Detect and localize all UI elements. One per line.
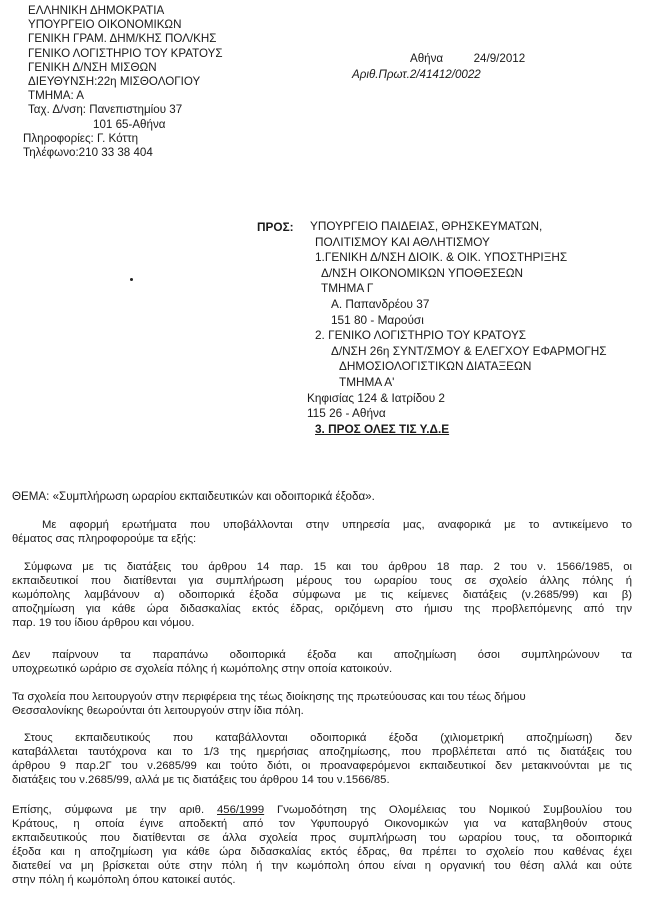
subject-line: ΘΕΜΑ: «Συμπλήρωση ωραρίου εκπαιδευτικών και οδοιπορικά έξοδα». xyxy=(12,490,375,503)
body-line: Στους εκπαιδευτικούς που καταβάλλονται οδοιπορικά έξοδα (χιλιομετρική αποζημίωση) δεν xyxy=(24,732,632,744)
body-line: Κράτους, η οποία έγινε αποδεκτή από τον Υφυπουργό Οικονομικών για να καταβληθούν στους xyxy=(12,817,632,830)
recipient-line: 2. ΓΕΝΙΚΟ ΛΟΓΙΣΤΗΡΙΟ ΤΟΥ ΚΡΑΤΟΥΣ xyxy=(315,328,527,343)
sender-line: ΓΕΝΙΚΗ Δ/ΝΣΗ ΜΙΣΘΩΝ xyxy=(28,60,157,74)
recipients-label: ΠΡΟΣ: xyxy=(257,220,294,234)
sender-line: ΓΕΝΙΚΗ ΓΡΑΜ. ΔΗΜ/ΚΗΣ ΠΟΛ/ΚΗΣ xyxy=(28,32,217,46)
body-line: έξοδα και η αποζημίωση για κάθε ώρα διδασκαλίας εκτός έδρας, θα πρέπει το σχολείο που καθένας έχει xyxy=(12,845,632,858)
body-line: διατάξεις του ν.2685/99, αλλά με τις διατάξεις του άρθρου 14 του ν.1566/85. xyxy=(12,773,390,786)
recipient-line: Α. Παπανδρέου 37 xyxy=(331,296,430,311)
recipient-line: Κηφισίας 124 & Ιατρίδου 2 xyxy=(307,390,445,405)
body-line: εκπαιδευτικοί που διατίθενται για συμπλήρωση μέρους του ωραρίου τους σε σχολείο άλλης πόλης ή xyxy=(12,574,632,587)
sender-line: 101 65-Αθήνα xyxy=(93,117,166,131)
body-paragraph-3 xyxy=(12,649,632,677)
body-line: θέματος σας πληροφορούμε τα εξής: xyxy=(12,532,197,545)
body-line: αποζημίωση για κάθε ώρα διδασκαλίας εκτός έδρας, οριζόμενη στο ήμισυ της προβλεπόμενης από την xyxy=(12,602,632,615)
sender-line: Ταχ. Δ/νση: Πανεπιστημίου 37 xyxy=(28,103,183,117)
recipient-line: 115 26 - Αθήνα xyxy=(307,406,386,421)
body-paragraph-2 xyxy=(12,561,632,631)
scan-speck xyxy=(130,278,133,281)
body-line: διατεθεί να μη βρίσκεται ούτε στην πόλη ή την κωμόπολη όπου είναι η οργανική του θέση αλλά και ούτε xyxy=(12,859,632,872)
recipient-line: 151 80 - Μαρούσι xyxy=(331,312,424,327)
body-line: στην πόλη ή κωμόπολη όπου κατοικεί αυτός. xyxy=(12,873,236,886)
body-line: Δεν παίρνουν τα παραπάνω οδοιπορικά έξοδα και αποζημίωση όσοι συμπληρώνουν τα xyxy=(12,649,632,661)
sender-line: ΕΛΛΗΝΙΚΗ ΔΗΜΟΚΡΑΤΙΑ xyxy=(28,4,165,17)
body-line: Τα σχολεία που λειτουργούν στην περιφέρεια της τέως διοίκησης της πρωτεύουσας και του τέως δήμου xyxy=(12,691,526,703)
place: Αθήνα xyxy=(410,52,444,65)
body-line: καταβάλλεται ταυτόχρονα και το 1/3 της ημερήσιας αποζημίωσης, που προβλέπεται από τις διατάξεις του xyxy=(12,745,632,758)
recipient-line: ΔΗΜΟΣΙΟΛΟΓΙΣΤΙΚΩΝ ΔΙΑΤΑΞΕΩΝ xyxy=(339,359,532,374)
recipient-line: ΤΜΗΜΑ Α' xyxy=(339,374,395,389)
date: 24/9/2012 xyxy=(473,52,526,65)
sender-line: ΥΠΟΥΡΓΕΙΟ ΟΙΚΟΝΟΜΙΚΩΝ xyxy=(28,18,182,32)
opinion-reference: 456/1999 xyxy=(217,804,265,816)
body-line: Θεσσαλονίκης θεωρούνται ότι λειτουργούν στην ίδια πόλη. xyxy=(12,704,304,717)
protocol-number: Αριθ.Πρωτ.2/41412/0022 xyxy=(352,68,481,81)
body-line: υποχρεωτικό ωράριο σε σχολεία πόλης ή κωμόπολης στην οποία κατοικούν. xyxy=(12,662,393,675)
body-line: άρθρου 9 παρ.2Γ του ν.2685/99 και τούτο διότι, οι προαναφερόμενοι εκπαιδευτικοί δεν μετακινούνται με τις xyxy=(12,759,632,772)
recipient-line: ΤΜΗΜΑ Γ xyxy=(321,281,374,296)
sender-line: Πληροφορίες: Γ. Κόττη xyxy=(23,131,139,145)
body-paragraph-4 xyxy=(12,691,632,719)
recipients-block xyxy=(307,219,607,437)
sender-line: ΓΕΝΙΚΟ ΛΟΓΙΣΤΗΡΙΟ ΤΟΥ ΚΡΑΤΟΥΣ xyxy=(28,46,223,60)
recipient-line: Δ/ΝΣΗ ΟΙΚΟΝΟΜΙΚΩΝ ΥΠΟΘΕΣΕΩΝ xyxy=(321,265,524,280)
sender-line: ΔΙΕΥΘΥΝΣΗ:22η ΜΙΣΘΟΛΟΓΙΟΥ xyxy=(28,75,201,89)
recipient-line: ΠΟΛΙΤΙΣΜΟΥ ΚΑΙ ΑΘΛΗΤΙΣΜΟΥ xyxy=(315,234,490,249)
body-line: Σύμφωνα με τις διατάξεις του άρθρου 14 παρ. 15 και του άρθρου 18 παρ. 2 του ν. 1566/1985, οι xyxy=(24,561,632,573)
body-line: παρ. 19 του ίδιου άρθρου και νόμου. xyxy=(12,616,195,629)
sender-block xyxy=(23,4,223,160)
body-paragraph-5 xyxy=(12,732,632,788)
place-date xyxy=(410,52,525,65)
sender-line: ΤΜΗΜΑ: Α xyxy=(28,89,85,103)
sender-line: Τηλέφωνο:210 33 38 404 xyxy=(23,146,153,160)
body-line: εκπαιδευτικούς που διατίθενται σε άλλα σχολεία προς συμπλήρωση του ωραρίου τους, τα οδοιπορικά xyxy=(12,831,632,844)
recipient-line: 3. ΠΡΟΣ ΟΛΕΣ ΤΙΣ Υ.Δ.Ε xyxy=(315,421,450,436)
recipient-line: 1.ΓΕΝΙΚΗ Δ/ΝΣΗ ΔΙΟΙΚ. & ΟΙΚ. ΥΠΟΣΤΗΡΙΞΗΣ xyxy=(315,250,568,265)
body-line: Με αφορμή ερωτήματα που υποβάλλονται στην υπηρεσία μας, αναφορικά με το αντικείμενο το xyxy=(42,519,632,531)
recipient-line: ΥΠΟΥΡΓΕΙΟ ΠΑΙΔΕΙΑΣ, ΘΡΗΣΚΕΥΜΑΤΩΝ, xyxy=(310,219,543,233)
body-text: Γνωμοδότηση της Ολομέλειας του Νομικού Συμβουλίου του xyxy=(264,804,632,816)
body-paragraph-6 xyxy=(12,804,632,887)
recipient-line: Δ/ΝΣΗ 26η ΣΥΝΤ/ΣΜΟΥ & ΕΛΕΓΧΟΥ ΕΦΑΡΜΟΓΗΣ xyxy=(331,343,607,358)
body-line xyxy=(12,804,632,818)
body-paragraph-1 xyxy=(12,519,632,547)
body-text: Επίσης, σύμφωνα με την αριθ. xyxy=(12,804,217,816)
body-line: κωμόπολης λαμβάνουν α) οδοιπορικά έξοδα σύμφωνα με τις κείμενες διατάξεις (ν.2685/99) και β) xyxy=(12,588,632,601)
